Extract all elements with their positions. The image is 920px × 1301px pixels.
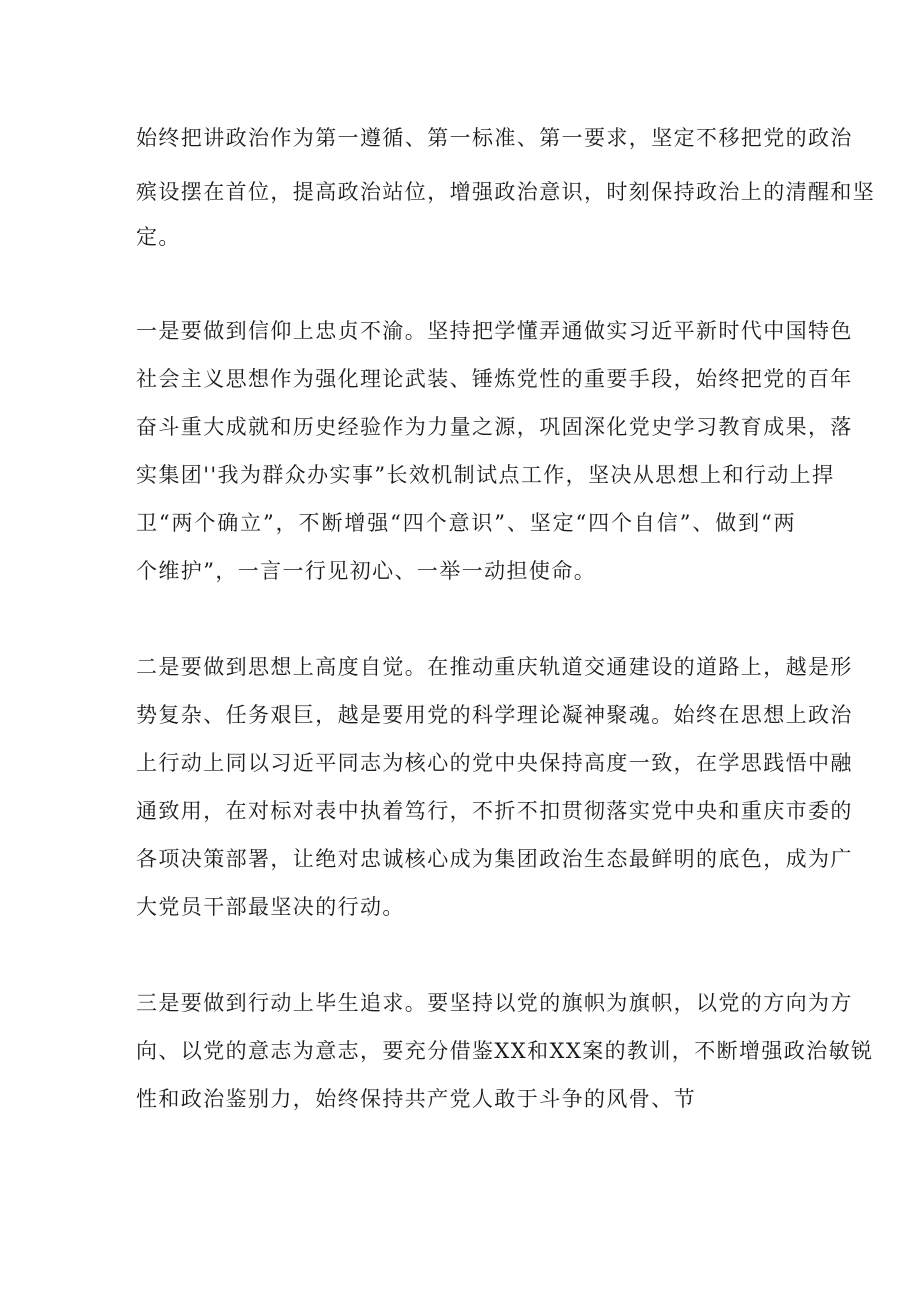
text-line: 一是要做到信仰上忠贞不渝。坚持把学懂弄通做实习近平新时代中国特色 bbox=[136, 319, 853, 343]
text-line: 三是要做到行动上毕生追求。要坚持以党的旗帜为旗帜，以党的方向为方 bbox=[136, 991, 853, 1015]
text-line: 二是要做到思想上高度自觉。在推动重庆轨道交通建设的道路上，越是形 bbox=[136, 655, 853, 679]
text-line: 通致用，在对标对表中执着笃行，不折不扣贯彻落实党中央和重庆市委的 bbox=[136, 799, 853, 823]
text-line: 各项决策部署，让绝对忠诚核心成为集团政治生态最鲜明的底色，成为广 bbox=[136, 847, 853, 871]
text-line: 始终把讲政治作为第一遵循、第一标准、第一要求，坚定不移把党的政治 bbox=[136, 126, 853, 150]
text-line: 卫“两个确立”，不断增强“四个意识”、坚定“四个自信”、做到“两 bbox=[136, 511, 796, 535]
text-line: 向、以党的意志为意志，要充分借鉴XX和XX案的教训，不断增强政治敏锐 bbox=[136, 1039, 874, 1063]
text-line: 实集团''我为群众办实事”长效机制试点工作，坚决从思想上和行动上捍 bbox=[136, 463, 835, 487]
text-line: 上行动上同以习近平同志为核心的党中央保持高度一致，在学思践悟中融 bbox=[136, 751, 853, 775]
text-line: 个维护”，一言一行见初心、一举一动担使命。 bbox=[136, 559, 597, 583]
text-line: 性和政治鉴别力，始终保持共产党人敢于斗争的风骨、节 bbox=[136, 1087, 696, 1111]
text-line: 势复杂、任务艰巨，越是要用党的科学理论凝神聚魂。始终在思想上政治 bbox=[136, 703, 853, 727]
text-line: 社会主义思想作为强化理论武装、锤炼党性的重要手段，始终把党的百年 bbox=[136, 367, 853, 391]
text-line: 大党员干部最坚决的行动。 bbox=[136, 895, 405, 919]
text-line: 定。 bbox=[136, 225, 181, 249]
text-line: 奋斗重大成就和历史经验作为力量之源，巩固深化党史学习教育成果，落 bbox=[136, 415, 853, 439]
text-line: 殡设摆在首位，提高政治站位，增强政治意识，时刻保持政治上的清醒和坚 bbox=[136, 180, 876, 204]
